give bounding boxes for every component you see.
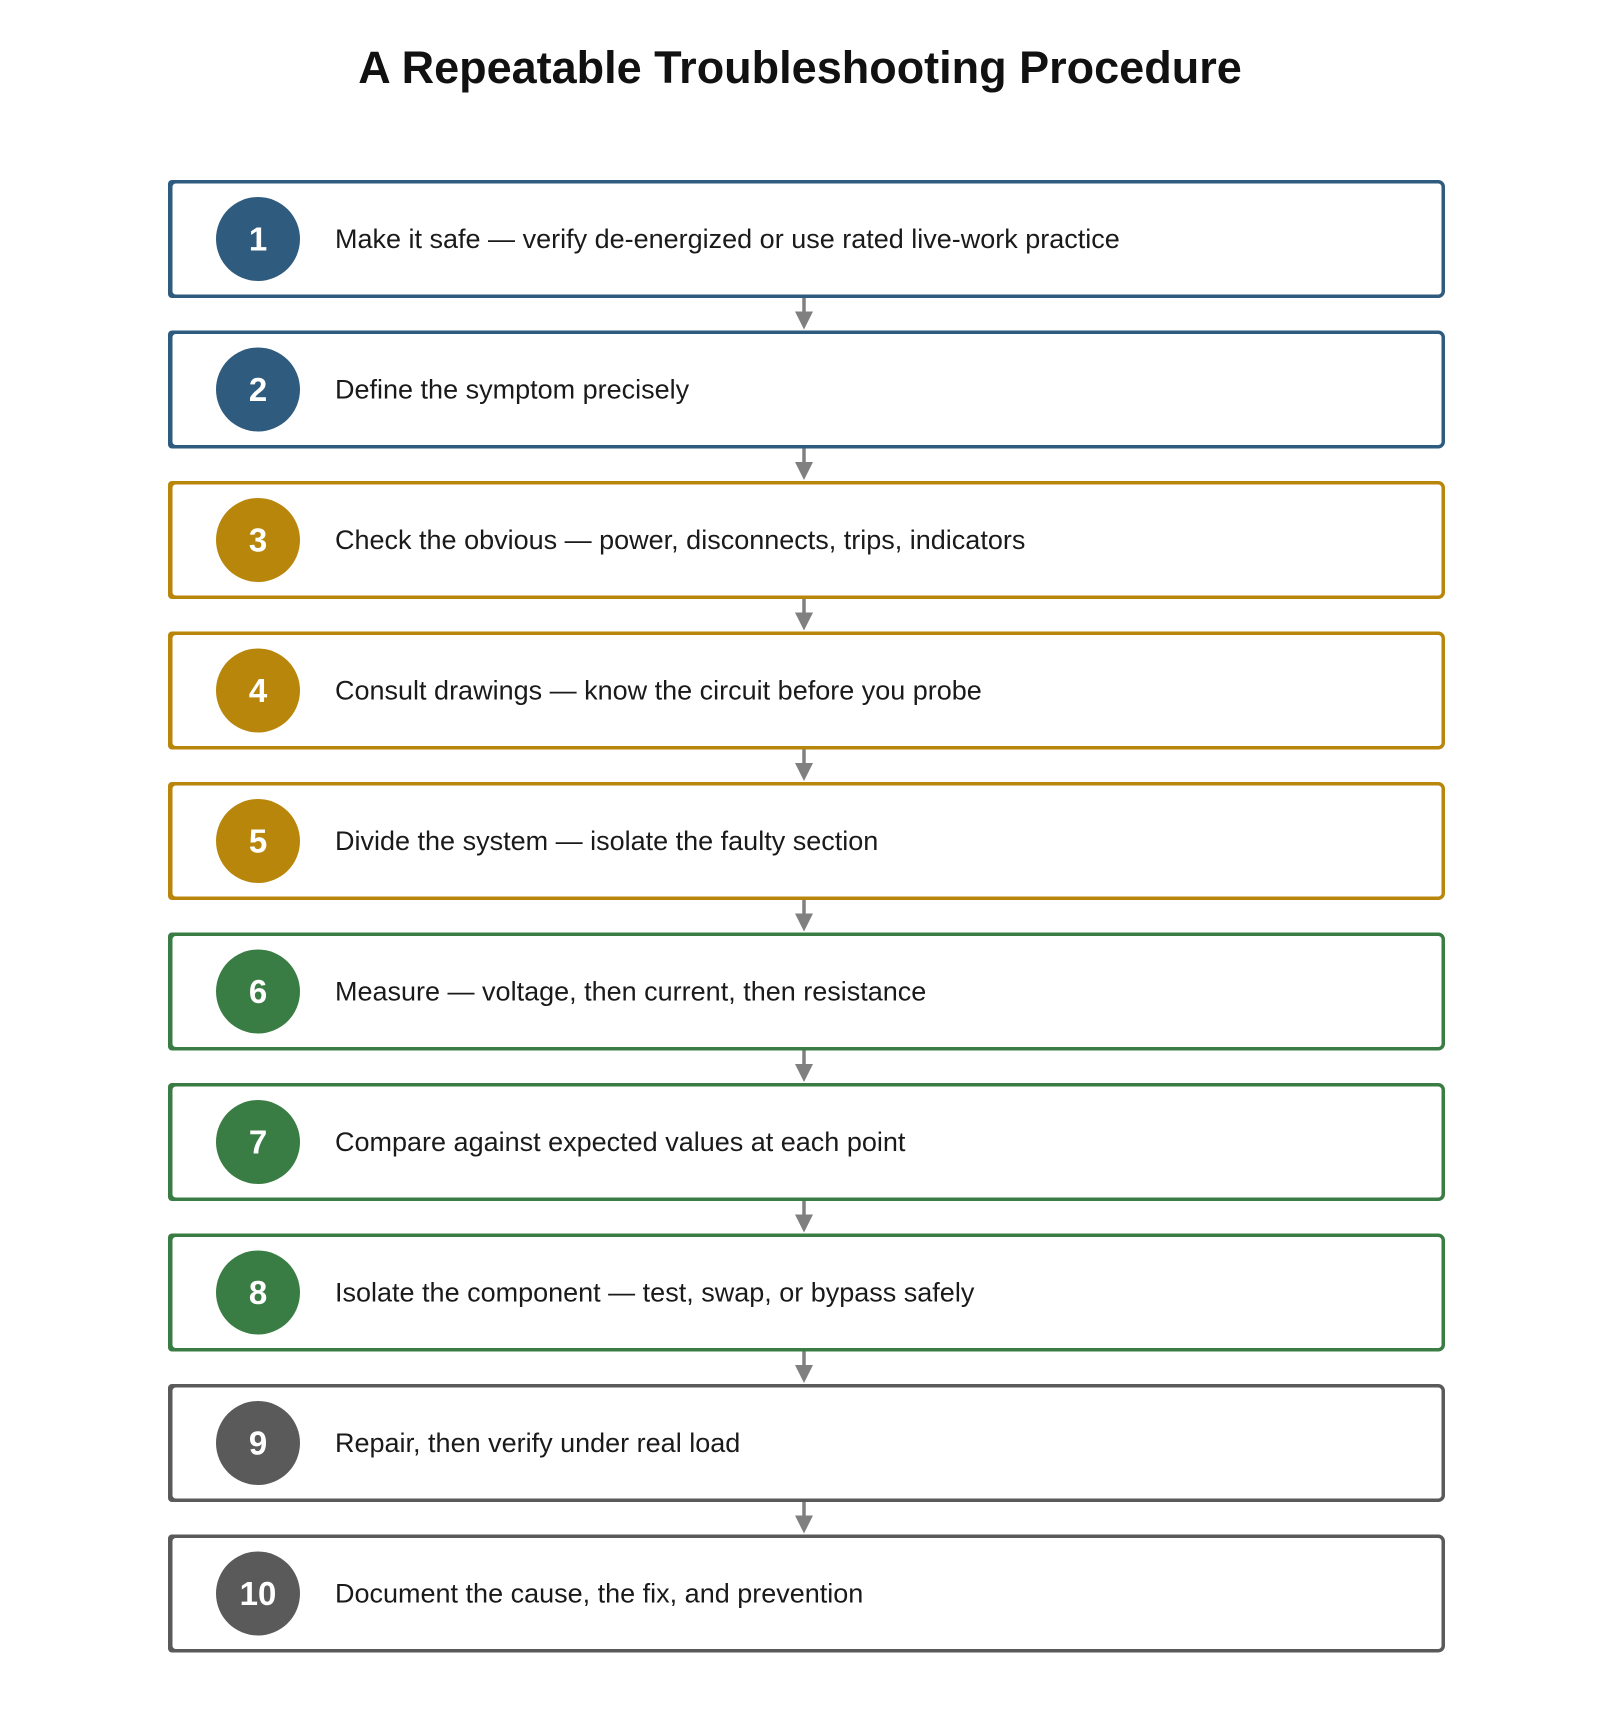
connector-arrow: [795, 1352, 813, 1384]
step-label: Measure — voltage, then current, then resistance: [335, 976, 927, 1007]
step-label: Isolate the component — test, swap, or bypass safely: [335, 1277, 975, 1308]
connector-arrow: [795, 1502, 813, 1534]
connector-arrow: [795, 1201, 813, 1233]
step-4: [168, 632, 1443, 750]
step-3: [168, 481, 1443, 599]
step-6: [168, 933, 1443, 1051]
connector-arrow: [795, 1051, 813, 1083]
step-number: 10: [239, 1575, 277, 1612]
connector-arrow: [795, 298, 813, 330]
step-label: Check the obvious — power, disconnects, trips, indicators: [335, 525, 1026, 555]
step-number: 3: [248, 521, 268, 559]
step-number: 5: [248, 822, 268, 860]
step-number: 4: [248, 672, 268, 709]
step-7: [168, 1083, 1443, 1201]
connector-arrow: [795, 599, 813, 631]
step-number: 9: [248, 1424, 268, 1462]
step-8: [168, 1234, 1443, 1352]
step-label: Repair, then verify under real load: [335, 1428, 741, 1458]
step-10: [168, 1535, 1443, 1653]
step-label: Make it safe — verify de-energized or use rated live-work practice: [335, 224, 1120, 254]
step-label: Compare against expected values at each point: [335, 1127, 906, 1157]
step-number: 7: [248, 1123, 268, 1161]
page-title: A Repeatable Troubleshooting Procedure: [358, 42, 1242, 93]
step-label: Consult drawings — know the circuit before you probe: [335, 675, 982, 706]
step-number: 8: [248, 1274, 268, 1311]
step-9: [168, 1384, 1443, 1502]
step-1: [168, 180, 1443, 298]
connector-arrow: [795, 750, 813, 782]
step-label: Define the symptom precisely: [335, 374, 690, 405]
connector-arrow: [795, 449, 813, 481]
step-number: 2: [248, 371, 268, 408]
step-number: 6: [248, 973, 268, 1010]
step-label: Divide the system — isolate the faulty section: [335, 826, 879, 856]
step-number: 1: [248, 220, 268, 258]
step-2: [168, 331, 1443, 449]
step-5: [168, 782, 1443, 900]
connector-arrow: [795, 900, 813, 932]
step-label: Document the cause, the fix, and prevention: [335, 1578, 864, 1609]
